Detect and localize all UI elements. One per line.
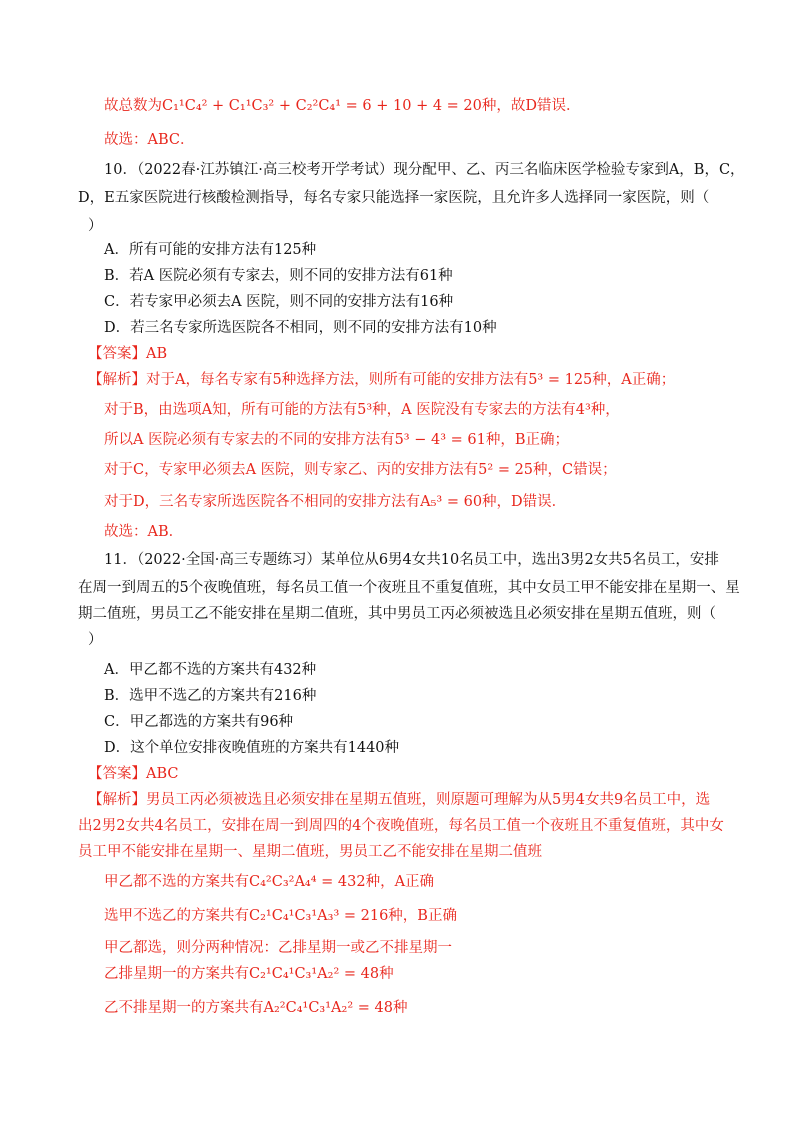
question-11-stem-3: 期二值班，男员工乙不能安排在星期二值班，其中男员工丙必须被选且必须安排在星期五值班，则（ [78, 606, 716, 622]
question-10-option-d: D．若三名专家所选医院各不相同，则不同的安排方法有10种 [104, 320, 497, 336]
question-11-explanation-6: 甲乙都选，则分两种情况：乙排星期一或乙不排星期一 [104, 940, 452, 956]
question-10-explanation-3: 所以A 医院必须有专家去的不同的安排方法有5³ − 4³ = 61种，B正确； [104, 432, 569, 448]
question-11-option-c: C．甲乙都选的方案共有96种 [104, 714, 294, 730]
question-11-option-a: A．甲乙都不选的方案共有432种 [104, 662, 317, 678]
question-11-option-d: D．这个单位安排夜晚值班的方案共有1440种 [104, 740, 400, 756]
question-11-explanation-3: 员工甲不能安排在星期一、星期二值班，男员工乙不能安排在星期二值班 [78, 844, 542, 860]
question-11-stem-4: ） [88, 632, 103, 648]
question-10-option-c: C．若专家甲必须去A 医院，则不同的安排方法有16种 [104, 294, 454, 310]
question-10-answer: 【答案】AB [88, 346, 168, 362]
question-10-option-a: A．所有可能的安排方法有125种 [104, 242, 317, 258]
question-10-option-b: B．若A 医院必须有专家去，则不同的安排方法有61种 [104, 268, 453, 284]
question-11-explanation-4: 甲乙都不选的方案共有C₄²C₃²A₄⁴ = 432种，A正确 [104, 874, 435, 890]
question-11-stem-2: 在周一到周五的5个夜晚值班，每名员工值一个夜班且不重复值班，其中女员工甲不能安排在星期一、星 [78, 580, 740, 596]
question-11-answer: 【答案】ABC [88, 766, 179, 782]
question-10-explanation-1: 【解析】对于A，每名专家有5种选择方法，则所有可能的安排方法有5³ = 125种，A正确； [88, 372, 676, 388]
question-10-explanation-2: 对于B，由选项A知，所有可能的方法有5³种，A 医院没有专家去的方法有4³种， [104, 402, 620, 418]
question-11-explanation-5: 选甲不选乙的方案共有C₂¹C₄¹C₃¹A₃³ = 216种，B正确 [104, 908, 457, 924]
question-10-explanation-4: 对于C，专家甲必须去A 医院，则专家乙、丙的安排方法有5² = 25种，C错误； [104, 462, 617, 478]
question-11-option-b: B．选甲不选乙的方案共有216种 [104, 688, 317, 704]
question-11-stem-1: 11．（2022·全国·高三专题练习）某单位从6男4女共10名员工中，选出3男2女共5名员工，安排 [104, 552, 719, 568]
question-11-explanation-2: 出2男2女共4名员工，安排在周一到周四的4个夜晚值班，每名员工值一个夜班且不重复值班，其中女 [78, 818, 724, 834]
question-10-stem-1: 10．（2022春·江苏镇江·高三校考开学考试）现分配甲、乙、丙三名临床医学检验专家到A，B，C， [104, 162, 745, 178]
question-10-explanation-5: 对于D，三名专家所选医院各不相同的安排方法有A₅³ = 60种，D错误． [104, 494, 567, 510]
question-10-stem-3: ） [88, 218, 103, 234]
answer-choice-line: 故选：ABC． [104, 132, 195, 148]
question-11-explanation-1: 【解析】男员工丙必须被选且必须安排在星期五值班，则原题可理解为从5男4女共9名员工中，选 [88, 792, 711, 808]
question-10-choice: 故选：AB． [104, 524, 184, 540]
solution-total-line: 故总数为C₁¹C₄² + C₁¹C₃² + C₂²C₄¹ = 6 + 10 + 4 = 20种，故D错误． [104, 98, 581, 114]
question-11-explanation-8: 乙不排星期一的方案共有A₂²C₄¹C₃¹A₂² = 48种 [104, 1000, 408, 1016]
question-10-stem-2: D，E五家医院进行核酸检测指导，每名专家只能选择一家医院，且允许多人选择同一家医院，则（ [78, 190, 710, 206]
question-11-explanation-7: 乙排星期一的方案共有C₂¹C₄¹C₃¹A₂² = 48种 [104, 966, 394, 982]
